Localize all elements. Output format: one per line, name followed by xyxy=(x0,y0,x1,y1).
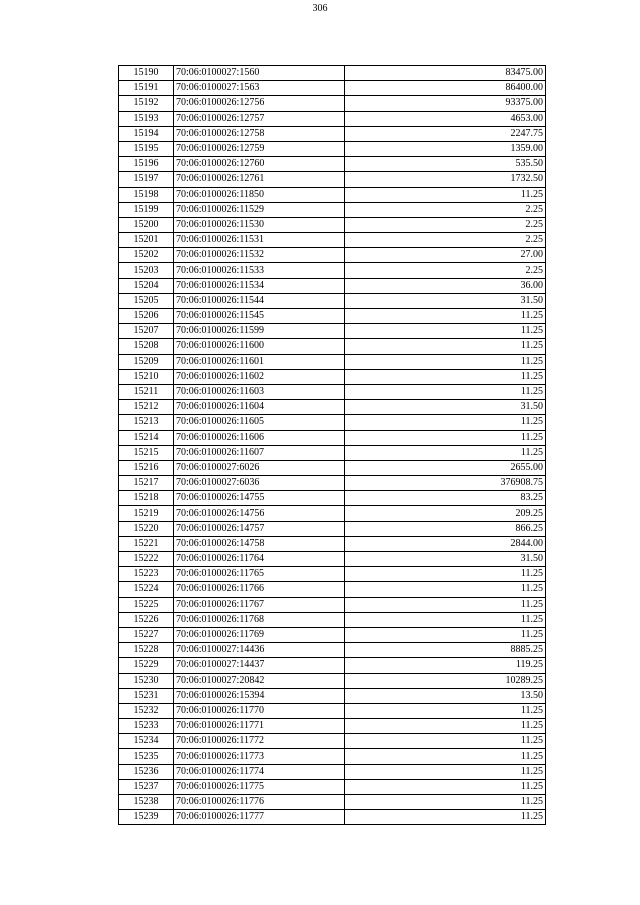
table-row xyxy=(119,81,546,96)
cadastral-number-cell: 70:06:0100026:11544 xyxy=(174,293,345,308)
value-cell: 11.25 xyxy=(345,339,546,354)
table-row xyxy=(119,415,546,430)
table-row xyxy=(119,445,546,460)
value-cell: 11.25 xyxy=(345,612,546,627)
row-number-cell: 15199 xyxy=(119,202,174,217)
row-number-cell: 15203 xyxy=(119,263,174,278)
cadastral-number-cell: 70:06:0100026:12756 xyxy=(174,96,345,111)
table-row xyxy=(119,324,546,339)
table-row xyxy=(119,612,546,627)
cadastral-number-cell: 70:06:0100026:12757 xyxy=(174,111,345,126)
table-row xyxy=(119,460,546,475)
table-row xyxy=(119,96,546,111)
value-cell: 11.25 xyxy=(345,384,546,399)
cadastral-number-cell: 70:06:0100026:11767 xyxy=(174,597,345,612)
value-cell: 11.25 xyxy=(345,415,546,430)
value-cell: 2.25 xyxy=(345,233,546,248)
cadastral-number-cell: 70:06:0100026:11604 xyxy=(174,400,345,415)
row-number-cell: 15212 xyxy=(119,400,174,415)
value-cell: 2.25 xyxy=(345,202,546,217)
cadastral-number-cell: 70:06:0100026:11605 xyxy=(174,415,345,430)
value-cell: 11.25 xyxy=(345,187,546,202)
value-cell: 11.25 xyxy=(345,324,546,339)
row-number-cell: 15200 xyxy=(119,217,174,232)
table-row xyxy=(119,658,546,673)
row-number-cell: 15216 xyxy=(119,460,174,475)
value-cell: 2655.00 xyxy=(345,460,546,475)
value-cell: 31.50 xyxy=(345,293,546,308)
table-row xyxy=(119,521,546,536)
value-cell: 36.00 xyxy=(345,278,546,293)
table-row xyxy=(119,233,546,248)
value-cell: 2.25 xyxy=(345,217,546,232)
table-body xyxy=(119,66,546,825)
row-number-cell: 15190 xyxy=(119,66,174,81)
value-cell: 31.50 xyxy=(345,552,546,567)
table-row xyxy=(119,688,546,703)
row-number-cell: 15223 xyxy=(119,567,174,582)
table-row xyxy=(119,582,546,597)
row-number-cell: 15211 xyxy=(119,384,174,399)
value-cell: 11.25 xyxy=(345,795,546,810)
row-number-cell: 15238 xyxy=(119,795,174,810)
cadastral-number-cell: 70:06:0100026:11771 xyxy=(174,719,345,734)
row-number-cell: 15206 xyxy=(119,309,174,324)
cadastral-number-cell: 70:06:0100026:11529 xyxy=(174,202,345,217)
table-row xyxy=(119,476,546,491)
page-number: 306 xyxy=(312,3,328,14)
row-number-cell: 15197 xyxy=(119,172,174,187)
cadastral-number-cell: 70:06:0100026:11600 xyxy=(174,339,345,354)
cadastral-number-cell: 70:06:0100026:11773 xyxy=(174,749,345,764)
cadastral-number-cell: 70:06:0100026:11764 xyxy=(174,552,345,567)
table-row xyxy=(119,126,546,141)
table-row xyxy=(119,673,546,688)
cadastral-number-cell: 70:06:0100026:11530 xyxy=(174,217,345,232)
row-number-cell: 15210 xyxy=(119,369,174,384)
row-number-cell: 15213 xyxy=(119,415,174,430)
cadastral-number-cell: 70:06:0100026:11603 xyxy=(174,384,345,399)
table-row xyxy=(119,111,546,126)
value-cell: 1732.50 xyxy=(345,172,546,187)
value-cell: 11.25 xyxy=(345,430,546,445)
value-cell: 11.25 xyxy=(345,597,546,612)
value-cell: 11.25 xyxy=(345,445,546,460)
cadastral-number-cell: 70:06:0100027:14437 xyxy=(174,658,345,673)
cadastral-number-cell: 70:06:0100027:6026 xyxy=(174,460,345,475)
value-cell: 8885.25 xyxy=(345,643,546,658)
value-cell: 4653.00 xyxy=(345,111,546,126)
cadastral-number-cell: 70:06:0100027:6036 xyxy=(174,476,345,491)
value-cell: 1359.00 xyxy=(345,141,546,156)
cadastral-number-cell: 70:06:0100026:11769 xyxy=(174,627,345,642)
row-number-cell: 15227 xyxy=(119,627,174,642)
row-number-cell: 15224 xyxy=(119,582,174,597)
table-row xyxy=(119,430,546,445)
table-row xyxy=(119,172,546,187)
table-row xyxy=(119,354,546,369)
value-cell: 866.25 xyxy=(345,521,546,536)
row-number-cell: 15195 xyxy=(119,141,174,156)
cadastral-number-cell: 70:06:0100026:11602 xyxy=(174,369,345,384)
cadastral-number-cell: 70:06:0100026:11534 xyxy=(174,278,345,293)
table-row xyxy=(119,263,546,278)
cadastral-number-cell: 70:06:0100026:11765 xyxy=(174,567,345,582)
cadastral-number-cell: 70:06:0100026:11545 xyxy=(174,309,345,324)
cadastral-number-cell: 70:06:0100026:12758 xyxy=(174,126,345,141)
value-cell: 13.50 xyxy=(345,688,546,703)
table-row xyxy=(119,764,546,779)
value-cell: 11.25 xyxy=(345,627,546,642)
value-cell: 11.25 xyxy=(345,703,546,718)
table-row xyxy=(119,719,546,734)
value-cell: 119.25 xyxy=(345,658,546,673)
table-row xyxy=(119,810,546,825)
row-number-cell: 15234 xyxy=(119,734,174,749)
row-number-cell: 15209 xyxy=(119,354,174,369)
value-cell: 11.25 xyxy=(345,369,546,384)
value-cell: 2.25 xyxy=(345,263,546,278)
cadastral-number-cell: 70:06:0100026:11775 xyxy=(174,779,345,794)
cadastral-number-cell: 70:06:0100026:11606 xyxy=(174,430,345,445)
cadastral-number-cell: 70:06:0100027:1560 xyxy=(174,66,345,81)
cadastral-number-cell: 70:06:0100026:12761 xyxy=(174,172,345,187)
row-number-cell: 15232 xyxy=(119,703,174,718)
value-cell: 27.00 xyxy=(345,248,546,263)
cadastral-number-cell: 70:06:0100026:11777 xyxy=(174,810,345,825)
row-number-cell: 15228 xyxy=(119,643,174,658)
row-number-cell: 15221 xyxy=(119,536,174,551)
cadastral-number-cell: 70:06:0100027:20842 xyxy=(174,673,345,688)
row-number-cell: 15219 xyxy=(119,506,174,521)
row-number-cell: 15194 xyxy=(119,126,174,141)
cadastral-number-cell: 70:06:0100026:11776 xyxy=(174,795,345,810)
table-row xyxy=(119,339,546,354)
row-number-cell: 15193 xyxy=(119,111,174,126)
row-number-cell: 15218 xyxy=(119,491,174,506)
value-cell: 209.25 xyxy=(345,506,546,521)
data-table xyxy=(118,65,546,825)
value-cell: 2844.00 xyxy=(345,536,546,551)
table-row xyxy=(119,703,546,718)
table-row xyxy=(119,597,546,612)
row-number-cell: 15198 xyxy=(119,187,174,202)
value-cell: 535.50 xyxy=(345,157,546,172)
table-row xyxy=(119,217,546,232)
table-row xyxy=(119,157,546,172)
row-number-cell: 15226 xyxy=(119,612,174,627)
cadastral-number-cell: 70:06:0100026:11607 xyxy=(174,445,345,460)
row-number-cell: 15201 xyxy=(119,233,174,248)
value-cell: 11.25 xyxy=(345,567,546,582)
table-row xyxy=(119,643,546,658)
table-row xyxy=(119,141,546,156)
cadastral-number-cell: 70:06:0100027:14436 xyxy=(174,643,345,658)
value-cell: 11.25 xyxy=(345,582,546,597)
table-row xyxy=(119,491,546,506)
cadastral-number-cell: 70:06:0100026:11768 xyxy=(174,612,345,627)
table-row xyxy=(119,309,546,324)
cadastral-number-cell: 70:06:0100026:11531 xyxy=(174,233,345,248)
row-number-cell: 15207 xyxy=(119,324,174,339)
table-row xyxy=(119,187,546,202)
table-row xyxy=(119,278,546,293)
value-cell: 83475.00 xyxy=(345,66,546,81)
cadastral-number-cell: 70:06:0100026:14757 xyxy=(174,521,345,536)
cadastral-number-cell: 70:06:0100026:11766 xyxy=(174,582,345,597)
value-cell: 11.25 xyxy=(345,779,546,794)
cadastral-number-cell: 70:06:0100026:11772 xyxy=(174,734,345,749)
row-number-cell: 15237 xyxy=(119,779,174,794)
value-cell: 11.25 xyxy=(345,719,546,734)
table-row xyxy=(119,248,546,263)
row-number-cell: 15233 xyxy=(119,719,174,734)
value-cell: 11.25 xyxy=(345,734,546,749)
row-number-cell: 15217 xyxy=(119,476,174,491)
table-row xyxy=(119,400,546,415)
value-cell: 83.25 xyxy=(345,491,546,506)
table-row xyxy=(119,749,546,764)
table-row xyxy=(119,66,546,81)
row-number-cell: 15235 xyxy=(119,749,174,764)
table-row xyxy=(119,506,546,521)
cadastral-number-cell: 70:06:0100026:11770 xyxy=(174,703,345,718)
row-number-cell: 15204 xyxy=(119,278,174,293)
row-number-cell: 15231 xyxy=(119,688,174,703)
value-cell: 86400.00 xyxy=(345,81,546,96)
row-number-cell: 15202 xyxy=(119,248,174,263)
cadastral-number-cell: 70:06:0100026:14758 xyxy=(174,536,345,551)
value-cell: 11.25 xyxy=(345,354,546,369)
cadastral-number-cell: 70:06:0100027:1563 xyxy=(174,81,345,96)
cadastral-number-cell: 70:06:0100026:11601 xyxy=(174,354,345,369)
cadastral-number-cell: 70:06:0100026:15394 xyxy=(174,688,345,703)
table-row xyxy=(119,552,546,567)
table-row xyxy=(119,779,546,794)
table-row xyxy=(119,536,546,551)
table-row xyxy=(119,202,546,217)
value-cell: 11.25 xyxy=(345,309,546,324)
row-number-cell: 15229 xyxy=(119,658,174,673)
value-cell: 11.25 xyxy=(345,810,546,825)
row-number-cell: 15239 xyxy=(119,810,174,825)
row-number-cell: 15222 xyxy=(119,552,174,567)
table-row xyxy=(119,795,546,810)
cadastral-number-cell: 70:06:0100026:12759 xyxy=(174,141,345,156)
cadastral-number-cell: 70:06:0100026:11532 xyxy=(174,248,345,263)
cadastral-number-cell: 70:06:0100026:11850 xyxy=(174,187,345,202)
cadastral-number-cell: 70:06:0100026:14755 xyxy=(174,491,345,506)
table-row xyxy=(119,369,546,384)
table-row xyxy=(119,384,546,399)
cadastral-number-cell: 70:06:0100026:11774 xyxy=(174,764,345,779)
row-number-cell: 15192 xyxy=(119,96,174,111)
table-row xyxy=(119,293,546,308)
row-number-cell: 15215 xyxy=(119,445,174,460)
cadastral-number-cell: 70:06:0100026:14756 xyxy=(174,506,345,521)
value-cell: 93375.00 xyxy=(345,96,546,111)
row-number-cell: 15220 xyxy=(119,521,174,536)
table-row xyxy=(119,627,546,642)
table-row xyxy=(119,734,546,749)
cadastral-number-cell: 70:06:0100026:12760 xyxy=(174,157,345,172)
row-number-cell: 15214 xyxy=(119,430,174,445)
value-cell: 2247.75 xyxy=(345,126,546,141)
row-number-cell: 15196 xyxy=(119,157,174,172)
row-number-cell: 15205 xyxy=(119,293,174,308)
row-number-cell: 15208 xyxy=(119,339,174,354)
row-number-cell: 15236 xyxy=(119,764,174,779)
cadastral-number-cell: 70:06:0100026:11599 xyxy=(174,324,345,339)
cadastral-number-cell: 70:06:0100026:11533 xyxy=(174,263,345,278)
table-row xyxy=(119,567,546,582)
value-cell: 11.25 xyxy=(345,749,546,764)
row-number-cell: 15230 xyxy=(119,673,174,688)
value-cell: 11.25 xyxy=(345,764,546,779)
value-cell: 10289.25 xyxy=(345,673,546,688)
row-number-cell: 15225 xyxy=(119,597,174,612)
row-number-cell: 15191 xyxy=(119,81,174,96)
value-cell: 31.50 xyxy=(345,400,546,415)
value-cell: 376908.75 xyxy=(345,476,546,491)
